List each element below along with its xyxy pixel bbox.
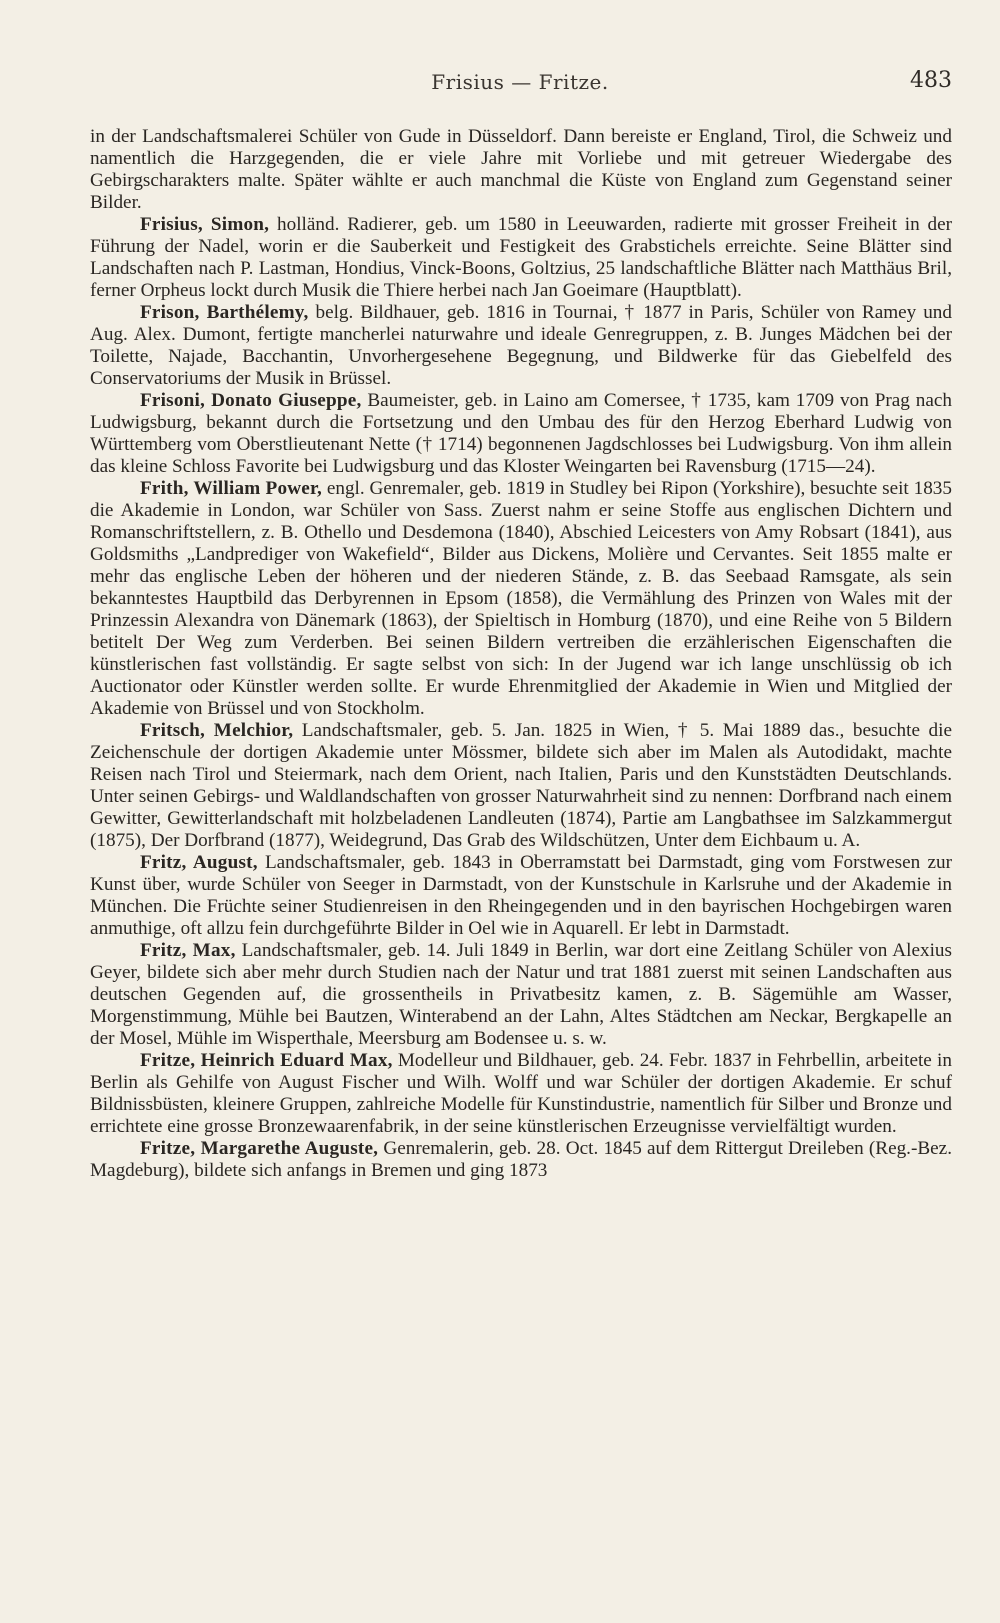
entry-name: Fritze, Heinrich Eduard Max, (140, 1050, 393, 1071)
entry-text: belg. Bildhauer, geb. 1816 in Tournai, † 1877 in Paris, Schüler von Ramey und Aug. Alex. Dumont, fertigte mancherlei naturwahre und ideale Genregruppen, z. B. Junges Mädchen bei der Toilette, Najade, Bacchantin, Unvorhergesehene Begegnung, und Bildwerke für das Giebelfeld des Conservatoriums der Musik in Brüssel. (90, 302, 952, 389)
entry-name: Frison, Barthélemy, (140, 302, 309, 323)
entry-name: Frith, William Power, (140, 478, 322, 499)
entry-text: Genremalerin, geb. 28. Oct. 1845 auf dem Rittergut Dreileben (Reg.-Bez. Magdeburg), bildete sich anfangs in Bremen und ging 1873 (90, 1138, 952, 1181)
page-header (88, 66, 952, 106)
entry-text: Modelleur und Bildhauer, geb. 24. Febr. 1837 in Fehrbellin, arbeitete in Berlin als Gehilfe von August Fischer und Wilh. Wolff und war Schüler der dortigen Akademie. Er schuf Bildnissbüsten, kleinere Gruppen, zahlreiche Modelle für Kunstindustrie, namentlich für Silber und Bronze und errichtete eine grosse Bronzewaarenfabrik, in der seine künstlerischen Erzeugnisse vervielfältigt wurden. (90, 1050, 952, 1137)
entry-fritz-max (90, 940, 952, 1050)
entry-name: Fritsch, Melchior, (140, 720, 294, 741)
page-number: 483 (910, 68, 952, 93)
entry-name: Fritze, Margarethe Auguste, (140, 1138, 379, 1159)
running-title: Frisius — Fritze. (431, 70, 609, 94)
entry-name: Fritz, Max, (140, 940, 236, 961)
entry-frisoni-donato (90, 390, 952, 478)
entry-name: Frisius, Simon, (140, 214, 270, 235)
entry-frison-barthelemy (90, 302, 952, 390)
entry-text: holländ. Radierer, geb. um 1580 in Leeuwarden, radierte mit grosser Freiheit in der Führung der Nadel, worin er die Sauberkeit und Festigkeit des Grabstichels erreichte. Seine Blätter sind Landschaften nach P. Lastman, Hondius, Vinck-Boons, Goltzius, 25 landschaftliche Blätter nach Matthäus Bril, ferner Orpheus lockt durch Musik die Thiere herbei nach Jan Goeimare (Hauptblatt). (90, 214, 952, 301)
entry-text: engl. Genremaler, geb. 1819 in Studley bei Ripon (Yorkshire), besuchte seit 1835 die Akademie in London, war Schüler von Sass. Zuerst nahm er seine Stoffe aus englischen Dichtern und Romanschriftstellern, z. B. Othello und Desdemona (1840), Abschied Leicesters von Amy Robsart (1841), aus Goldsmiths „Landprediger von Wakefield“, Bilder aus Dickens, Molière und Cervantes. Seit 1855 malte er mehr das englische Leben der höheren und der niederen Stände, z. B. das Seebaad Ramsgate, als sein bekanntestes Hauptbild das Derbyrennen in Epsom (1858), die Vermählung des Prinzen von Wales mit der Prinzessin Alexandra von Dänemark (1863), der Spieltisch in Homburg (1870), und eine Reihe von 5 Bildern betitelt Der Weg zum Verderben. Bei seinen Bildern vertreiben die erzählerischen Eigenschaften die künstlerischen fast vollständig. Er sagte selbst von sich: In der Jugend war ich lange unschlüssig ob ich Auctionator oder Künstler werden sollte. Er wurde Ehrenmitglied der Akademie in Wien und Mitglied der Akademie von Brüssel und von Stockholm. (90, 478, 952, 719)
continuation-paragraph: in der Landschaftsmalerei Schüler von Gude in Düsseldorf. Dann bereiste er England, Tirol, die Schweiz und namentlich die Harzgegenden, die er viele Jahre mit Vorliebe und mit getreuer Wiedergabe des Gebirgscharakters malte. Später wählte er auch manchmal die Küste von England zum Gegenstand seiner Bilder. (90, 126, 952, 213)
entry-text: Landschaftsmaler, geb. 14. Juli 1849 in Berlin, war dort eine Zeitlang Schüler von Alexius Geyer, bildete sich aber mehr durch Studien nach der Natur und trat 1881 zuerst mit seinen Landschaften aus deutschen Gegenden auf, die grossentheils in Privatbesitz kamen, z. B. Sägemühle am Wasser, Morgenstimmung, Mühle bei Bautzen, Winterabend an der Lahn, Altes Städtchen am Neckar, Bergkapelle an der Mosel, Mühle im Wisperthale, Meersburg am Bodensee u. s. w. (90, 940, 952, 1049)
entry-fritze-margarethe (90, 1138, 952, 1182)
entry-fritsch-melchior (90, 720, 952, 852)
entry-text: Baumeister, geb. in Laino am Comersee, † 1735, kam 1709 von Prag nach Ludwigsburg, bekannt durch die Fortsetzung und den Umbau des für den Herzog Eberhard Ludwig von Württemberg vom Oberstlieutenant Nette († 1714) begonnenen Jagdschlosses bei Ludwigsburg. Von ihm allein das kleine Schloss Favorite bei Ludwigsburg und das Kloster Weingarten bei Ravensburg (1715—24). (90, 390, 952, 477)
entry-fritze-heinrich (90, 1050, 952, 1138)
entry-name: Frisoni, Donato Giuseppe, (140, 390, 362, 411)
entry-name: Fritz, August, (140, 852, 258, 873)
entry-text: Landschaftsmaler, geb. 1843 in Oberramstatt bei Darmstadt, ging vom Forstwesen zur Kunst über, wurde Schüler von Seeger in Darmstadt, von der Kunstschule in Karlsruhe und der Akademie in München. Die Früchte seiner Studienreisen in den Rheingegenden und in den bayrischen Hochgebirgen waren anmuthige, oft allzu fein durchgeführte Bilder in Oel wie in Aquarell. Er lebt in Darmstadt. (90, 852, 952, 939)
entry-text: Landschaftsmaler, geb. 5. Jan. 1825 in Wien, † 5. Mai 1889 das., besuchte die Zeichenschule der dortigen Akademie unter Mössmer, bildete sich aber im Malen als Autodidakt, machte Reisen nach Tirol und Steiermark, nach dem Orient, nach Italien, Paris und den Kunststädten Deutschlands. Unter seinen Gebirgs- und Waldlandschaften von grosser Naturwahrheit sind zu nennen: Dorfbrand nach einem Gewitter, Gewitterlandschaft mit holzbeladenen Landleuten (1874), Partie am Langbathsee im Salzkammergut (1875), Der Dorfbrand (1877), Weidegrund, Das Grab des Wildschützen, Unter dem Eichbaum u. A. (90, 720, 952, 851)
entry-fritz-august (90, 852, 952, 940)
dictionary-text (90, 126, 952, 1182)
entry-frith-william (90, 478, 952, 720)
entry-frisius-simon (90, 214, 952, 302)
